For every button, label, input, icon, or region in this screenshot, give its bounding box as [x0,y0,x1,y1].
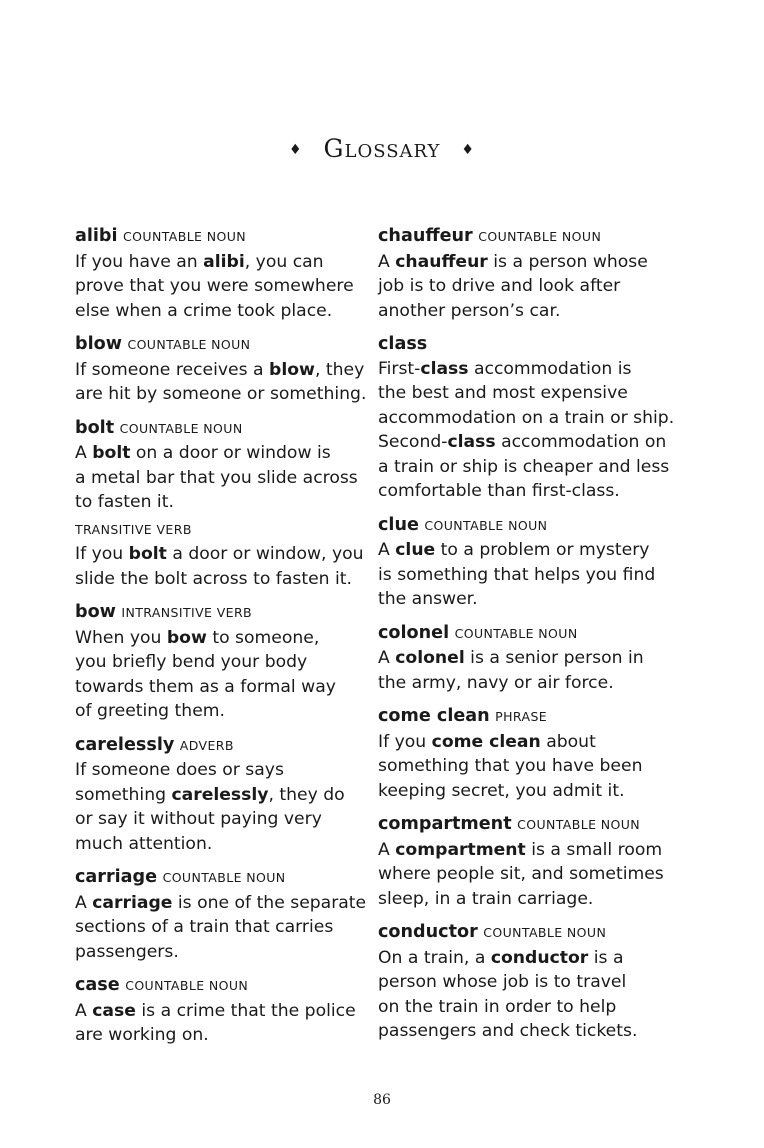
definition-line [378,862,670,887]
headword: chauffeur [378,226,473,246]
defined-term: bow [166,627,207,648]
entry-headline [75,733,375,759]
definition-line [378,430,670,455]
definition-text: you briefly bend your body [75,652,308,672]
entry-sense [75,600,375,724]
entry-headline [75,517,375,543]
definition-line [378,250,670,275]
headword: case [75,975,120,995]
defined-term: compartment [395,839,526,860]
definition-text: to someone, [206,627,320,648]
definition-text: accommodation on a train or ship. [378,407,675,428]
headword: compartment [378,814,512,834]
entry-headline [75,224,375,250]
entry-sense [378,920,670,1044]
definition-line [75,299,375,324]
part-of-speech: COUNTABLE NOUN [517,817,641,832]
page-title-text: Glossary [323,134,441,163]
entry-sense [75,416,375,515]
definition-text: where people sit, and sometimes [378,864,664,884]
entry-sense [75,865,375,964]
definition-text: A [75,1000,93,1021]
definition-line [378,274,670,299]
entry-sense [378,621,670,696]
definition-text: else when a crime took place. [75,300,333,321]
part-of-speech: INTRANSITIVE VERB [121,605,253,620]
definition-text: If you have an [75,251,204,272]
definition-text: much attention. [75,833,213,854]
definition-line [378,671,670,696]
definition-line [75,650,375,675]
definition-text: on the train in order to help [378,996,617,1017]
defined-term: case [92,1000,136,1021]
definition-text: First- [378,358,421,379]
definition-text: A [378,540,396,560]
definition-line [75,675,375,700]
definition-text: sleep, in a train carriage. [378,888,594,909]
definition-text: On a train, a [378,947,491,968]
definition-line [75,542,375,567]
headword: bow [75,602,116,622]
entry-sense [378,332,675,504]
headword: colonel [378,622,450,643]
definition-text: is a [588,947,624,968]
definition-line [75,441,375,466]
definition-text: towards them as a formal way [75,676,336,697]
entry-headline [75,416,375,442]
definition-text: the army, navy or air force. [378,672,614,693]
part-of-speech: COUNTABLE NOUN [454,625,578,641]
entry-sense [75,224,375,323]
definition-line [378,779,670,804]
definition-line [378,381,670,406]
definition-text: passengers. [75,941,179,962]
definition-line [75,699,375,724]
entry-headline [378,812,670,838]
headword: carelessly [75,734,175,755]
definition-text: sections of a train that carries [75,917,334,937]
definition-line [378,887,670,912]
definition-text: or say it without paying very [75,809,322,829]
definition-line [75,758,375,783]
headword: carriage [75,867,158,887]
definition-line [75,466,375,491]
definition-text: accommodation on [495,432,667,452]
definition-line [75,940,375,965]
definition-text: to fasten it. [75,492,174,512]
definition-text: is one of the separate [172,892,367,913]
glossary-column-left [75,224,375,1057]
definition-line [378,563,670,588]
headword: class [378,334,428,354]
definition-line [378,838,670,863]
entry-sense [378,704,670,803]
defined-term: class [447,432,496,452]
definition-text: something [75,784,172,805]
definition-text: to a problem or mystery [435,540,650,560]
definition-text: prove that you were somewhere [75,276,354,296]
definition-text: A [75,892,93,913]
definition-text: is a small room [525,839,663,860]
definition-text: another person’s car. [378,300,561,321]
entry-sense [75,973,375,1048]
defined-term: carriage [92,892,173,913]
glossary-entry [378,812,670,911]
glossary-entry [75,332,375,407]
diamond-ornament-left-icon: ♦ [289,142,303,158]
entry-headline [378,704,670,730]
entry-headline [378,513,670,539]
definition-line [75,999,375,1024]
definition-text: , they do [268,784,345,805]
definition-text: a door or window, you [166,544,364,564]
definition-line [378,1019,670,1044]
headword: conductor [378,922,478,942]
definition-text: the answer. [378,589,478,609]
glossary-entry [75,224,375,323]
definition-text: is a senior person in [464,648,644,668]
definition-line [378,730,670,755]
part-of-speech: COUNTABLE NOUN [424,517,548,533]
page-number: 86 [373,1092,391,1108]
part-of-speech: COUNTABLE NOUN [478,229,602,244]
definition-line [75,358,375,383]
definition-text: job is to drive and look after [378,276,621,296]
definition-text: on a door or window is [130,443,331,463]
definition-text: If you [378,731,432,752]
part-of-speech: PHRASE [495,709,548,724]
defined-term: bolt [92,443,131,463]
definition-text: If someone does or says [75,760,284,780]
definition-text: are hit by someone or something. [75,384,367,404]
definition-text: person whose job is to travel [378,972,627,992]
part-of-speech: ADVERB [179,737,234,753]
defined-term: bolt [128,544,167,564]
definition-line [378,587,670,612]
defined-term: carelessly [171,784,269,805]
part-of-speech: COUNTABLE NOUN [162,870,286,885]
entry-sense [378,812,670,911]
part-of-speech: TRANSITIVE VERB [75,521,192,537]
entry-headline [75,332,375,358]
entry-headline [75,973,375,999]
page-title [0,134,764,165]
definition-line [378,299,670,324]
definition-line [75,626,375,651]
glossary-entry [75,865,375,964]
definition-text: keeping secret, you admit it. [378,780,625,801]
definition-text: a train or ship is cheaper and less [378,456,670,477]
definition-line [75,891,375,916]
definition-text: If you [75,544,129,564]
part-of-speech: COUNTABLE NOUN [125,978,249,993]
definition-line [75,250,375,275]
entry-headline [75,865,375,891]
definition-line [378,479,670,504]
defined-term: come clean [431,731,541,752]
definition-text: is a crime that the police [135,1000,356,1021]
glossary-entry [75,416,375,592]
definition-line [75,832,375,857]
entry-sense [378,513,670,612]
definition-text: the best and most expensive [378,383,628,403]
definition-text: slide the bolt across to fasten it. [75,568,352,589]
headword: blow [75,334,122,354]
defined-term: chauffeur [395,251,488,272]
diamond-ornament-right-icon: ♦ [461,142,475,158]
definition-line [75,807,375,832]
entry-sense [378,224,670,323]
headword: come clean [378,706,490,726]
defined-term: blow [269,359,315,380]
definition-line [378,946,670,971]
glossary-entry [378,332,675,504]
part-of-speech: COUNTABLE NOUN [123,229,247,244]
headword: bolt [75,417,115,438]
glossary-entry [378,920,670,1044]
definition-line [378,754,670,779]
definition-text: A [75,443,93,463]
defined-term: clue [395,540,436,560]
part-of-speech: COUNTABLE NOUN [127,337,251,352]
definition-text: , they [314,359,365,380]
entry-sense [75,517,375,592]
entry-headline [378,332,670,357]
definition-text: is something that helps you find [378,564,656,585]
glossary-entry [378,513,670,612]
definition-line [75,567,375,592]
definition-line [378,995,670,1020]
definition-line [378,970,670,995]
headword: clue [378,514,419,535]
definition-text: A [378,839,396,860]
headword: alibi [75,226,118,246]
definition-text: about [540,731,596,752]
defined-term: alibi [203,251,245,272]
definition-line [75,274,375,299]
glossary-column-right [378,224,675,1053]
entry-headline [75,600,375,626]
definition-line [378,455,670,480]
definition-line [75,783,375,808]
definition-text: , you can [244,251,324,272]
definition-line [378,357,670,382]
entry-sense [75,733,375,857]
glossary-entry [75,733,375,857]
definition-text: When you [75,627,167,648]
definition-text: comfortable than first-class. [378,481,620,501]
definition-text: is a person whose [487,251,648,272]
part-of-speech: COUNTABLE NOUN [119,420,243,436]
defined-term: conductor [490,947,589,968]
defined-term: class [420,358,469,379]
definition-line [378,406,675,431]
definition-line [75,490,375,515]
glossary-entry [378,704,670,803]
definition-text: A [378,648,396,668]
glossary-entry [378,224,670,323]
definition-line [75,915,375,940]
definition-text: a metal bar that you slide across [75,467,358,488]
definition-text: of greeting them. [75,701,225,721]
entry-headline [378,224,670,250]
definition-text: Second- [378,432,448,452]
entry-headline [378,920,670,946]
definition-line [75,1023,375,1048]
glossary-entry [75,973,375,1048]
glossary-entry [75,600,375,724]
glossary-entry [378,621,670,696]
definition-line [378,538,670,563]
part-of-speech: COUNTABLE NOUN [483,925,607,940]
defined-term: colonel [395,648,465,668]
definition-text: passengers and check tickets. [378,1021,638,1041]
definition-line [75,382,375,407]
definition-text: accommodation is [468,358,632,379]
definition-text: something that you have been [378,756,643,776]
definition-text: If someone receives a [75,359,270,380]
entry-headline [378,621,670,647]
definition-line [378,646,670,671]
entry-sense [75,332,375,407]
definition-text: are working on. [75,1025,209,1045]
definition-text: A [378,251,396,272]
